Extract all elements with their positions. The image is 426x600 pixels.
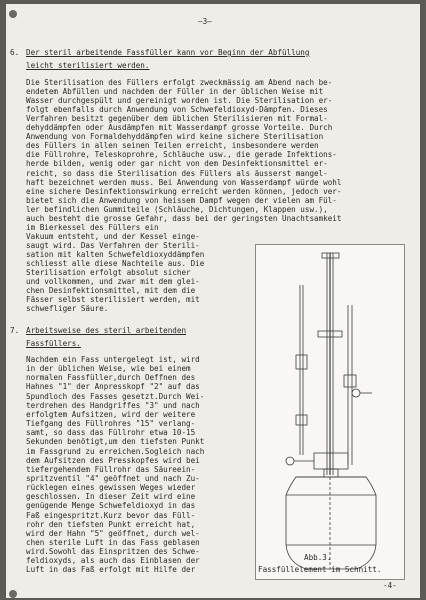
figure-caption-text: Fassfüllelement im Schnitt. bbox=[258, 565, 382, 574]
body-text-line: Vakuum entsteht, und der Kessel einge- bbox=[26, 231, 200, 241]
filler-element-figure bbox=[255, 244, 405, 580]
body-text-line: ler befindlichen Gummiteile (Schläuche, Dichtungen, Klappen usw.), bbox=[26, 204, 328, 214]
body-text-line: schwefliger Säure. bbox=[26, 304, 109, 314]
body-text-line: chen sterile Luft in das Fass geblasen bbox=[26, 538, 200, 547]
filler-element-drawing bbox=[256, 245, 404, 579]
figure-caption-title: Abb.3. bbox=[304, 553, 332, 562]
body-text-line: sation mit kalten Schwefeldioxyddämpfen bbox=[26, 249, 205, 259]
body-text-line: Wasser durchgespült und gereinigt worden ist. Die Sterilisation er- bbox=[26, 96, 333, 106]
body-text-line: erfolgtem Aufsitzen, wird der weitere bbox=[26, 409, 196, 419]
binding-hole bbox=[9, 590, 17, 598]
body-text-line: reicht, so dass die Sterilisation des Füllers als äusserst mangel- bbox=[26, 168, 328, 178]
body-text-line: haft bezeichnet werden muss. Bei Anwendung von Wasserdampf würde wohl bbox=[26, 177, 342, 187]
body-text-line: spritzventil "4" geöffnet und nach Zu- bbox=[26, 473, 200, 483]
body-text-line: dem Aufsitzen des Presskopfes wird bei bbox=[26, 455, 200, 465]
section-6-number: 6. bbox=[10, 48, 20, 57]
body-text-line: rücklegen eines gewissen Weges wieder bbox=[26, 483, 196, 493]
body-text-line: schliesst alle diese Nachteile aus. Die bbox=[26, 259, 205, 268]
body-text-line: in der üblichen Weise, wie bei einem bbox=[26, 364, 191, 374]
body-text-line: chen Desinfektionsmittel, mit dem die bbox=[26, 286, 196, 296]
body-text-line: dehyddämpfen oder Ausdämpfen mit Wasserdampf grosse Vorteile. Durch bbox=[26, 123, 333, 133]
body-text-line: Spundloch des Fasses gesetzt.Durch Wei- bbox=[26, 391, 205, 401]
body-text-line: im Bierkessel des Füllers ein bbox=[26, 222, 159, 232]
body-text-line: normalen Fassfüller,durch Oeffnen des bbox=[26, 373, 196, 383]
body-text-line: die Füllrohre, Teleskoprohre, Schläuche usw., die gerade Infektions- bbox=[26, 150, 337, 160]
body-text-line: samt, so dass das Füllrohr etwa 10-15 bbox=[26, 428, 196, 438]
section-7-heading-line: Fassfüllers. bbox=[26, 339, 81, 348]
page-number-bottom: -4- bbox=[383, 581, 397, 590]
body-text-line: folgt ebenfalls durch Anwendung von Schwefeldioxyd-Dämpfen. Dieses bbox=[26, 105, 328, 115]
body-text-line: eine sichere Desinfektionswirkung erreicht werden können, jedoch ver- bbox=[26, 186, 342, 196]
body-text-line: tiefergehendem Füllrohr das Säureein- bbox=[26, 464, 196, 474]
section-6-heading-line: Der steril arbeitende Fassfüller kann vor Beginn der Abfüllung bbox=[26, 48, 310, 57]
body-text-line: Tiefgang des Füllrohres "15" verlang- bbox=[26, 419, 196, 429]
body-text-line: terdrehen des Handgriffes "3" und nach bbox=[26, 400, 200, 410]
section-6-heading-line: leicht sterilisiert werden. bbox=[26, 61, 150, 70]
body-text-line: Faß eingespritzt.Kurz bevor das Füll- bbox=[26, 510, 196, 520]
body-text-line: Hahnes "1" der Anpresskopf "2" auf das bbox=[26, 382, 200, 392]
body-text-line: auch besteht die grosse Gefahr, dass bei der geringsten Unachtsamkeit bbox=[26, 213, 342, 223]
body-text-line: Anwendung von Formaldehyddämpfen wird keine sichere Sterilisation bbox=[26, 132, 324, 142]
body-text-line: Verfahren besitzt gegenüber dem üblichen Sterilisieren mit Formal- bbox=[26, 114, 328, 124]
body-text-line: des Füllers in allen seinen Teilen erreicht, insbesondere werden bbox=[26, 141, 319, 151]
body-text-line: Fässer selbst sterilisiert werden, mit bbox=[26, 295, 200, 305]
body-text-line: und vollkommen, und zwar mit dem glei- bbox=[26, 277, 200, 287]
section-7-heading-line: Arbeitsweise des steril arbeitenden bbox=[26, 326, 187, 335]
body-text-line: genügende Menge Schwefeldioxyd in das bbox=[26, 501, 196, 511]
body-text-line: endetem Abfüllen und nachdem der Füller in der üblichen Weise mit bbox=[26, 87, 324, 97]
body-text-line: im Fassgrund zu erreichen.Sogleich nach bbox=[26, 446, 205, 456]
body-text-line: Luft in das Faß erfolgt mit Hilfe der bbox=[26, 565, 196, 575]
body-text-line: feldioxyds, als auch das Einblasen der bbox=[26, 556, 200, 566]
binding-hole bbox=[9, 10, 17, 18]
body-text-line: Nachdem ein Fass untergelegt ist, wird bbox=[26, 355, 200, 364]
body-text-line: rohr den tiefsten Punkt erreicht hat, bbox=[26, 519, 196, 529]
body-text-line: bietet sich die Anwendung von heissem Dampf wegen der vielen am Fül- bbox=[26, 195, 337, 205]
body-text-line: wird.Sowohl das Einspritzen des Schwe- bbox=[26, 547, 200, 557]
body-text-line: Sekunden benötigt,um den tiefsten Punkt bbox=[26, 437, 205, 447]
section-7-number: 7. bbox=[10, 326, 20, 335]
body-text-line: saugt wird. Das Verfahren der Sterili- bbox=[26, 240, 200, 250]
page-number-top: —3— bbox=[198, 17, 212, 26]
body-text-line: Sterilisation erfolgt absolut sicher bbox=[26, 268, 191, 278]
body-text-line: Die Sterilisation des Füllers erfolgt zweckmässig am Abend nach be- bbox=[26, 78, 333, 87]
body-text-line: geschlossen. In dieser Zeit wird eine bbox=[26, 492, 196, 502]
document-page bbox=[6, 4, 420, 598]
body-text-line: herde bilden, wenig oder gar nicht von dem Desinfektionsmittel er- bbox=[26, 159, 328, 169]
body-text-line: wird der Hahn "5" geöffnet, durch wel- bbox=[26, 528, 200, 538]
